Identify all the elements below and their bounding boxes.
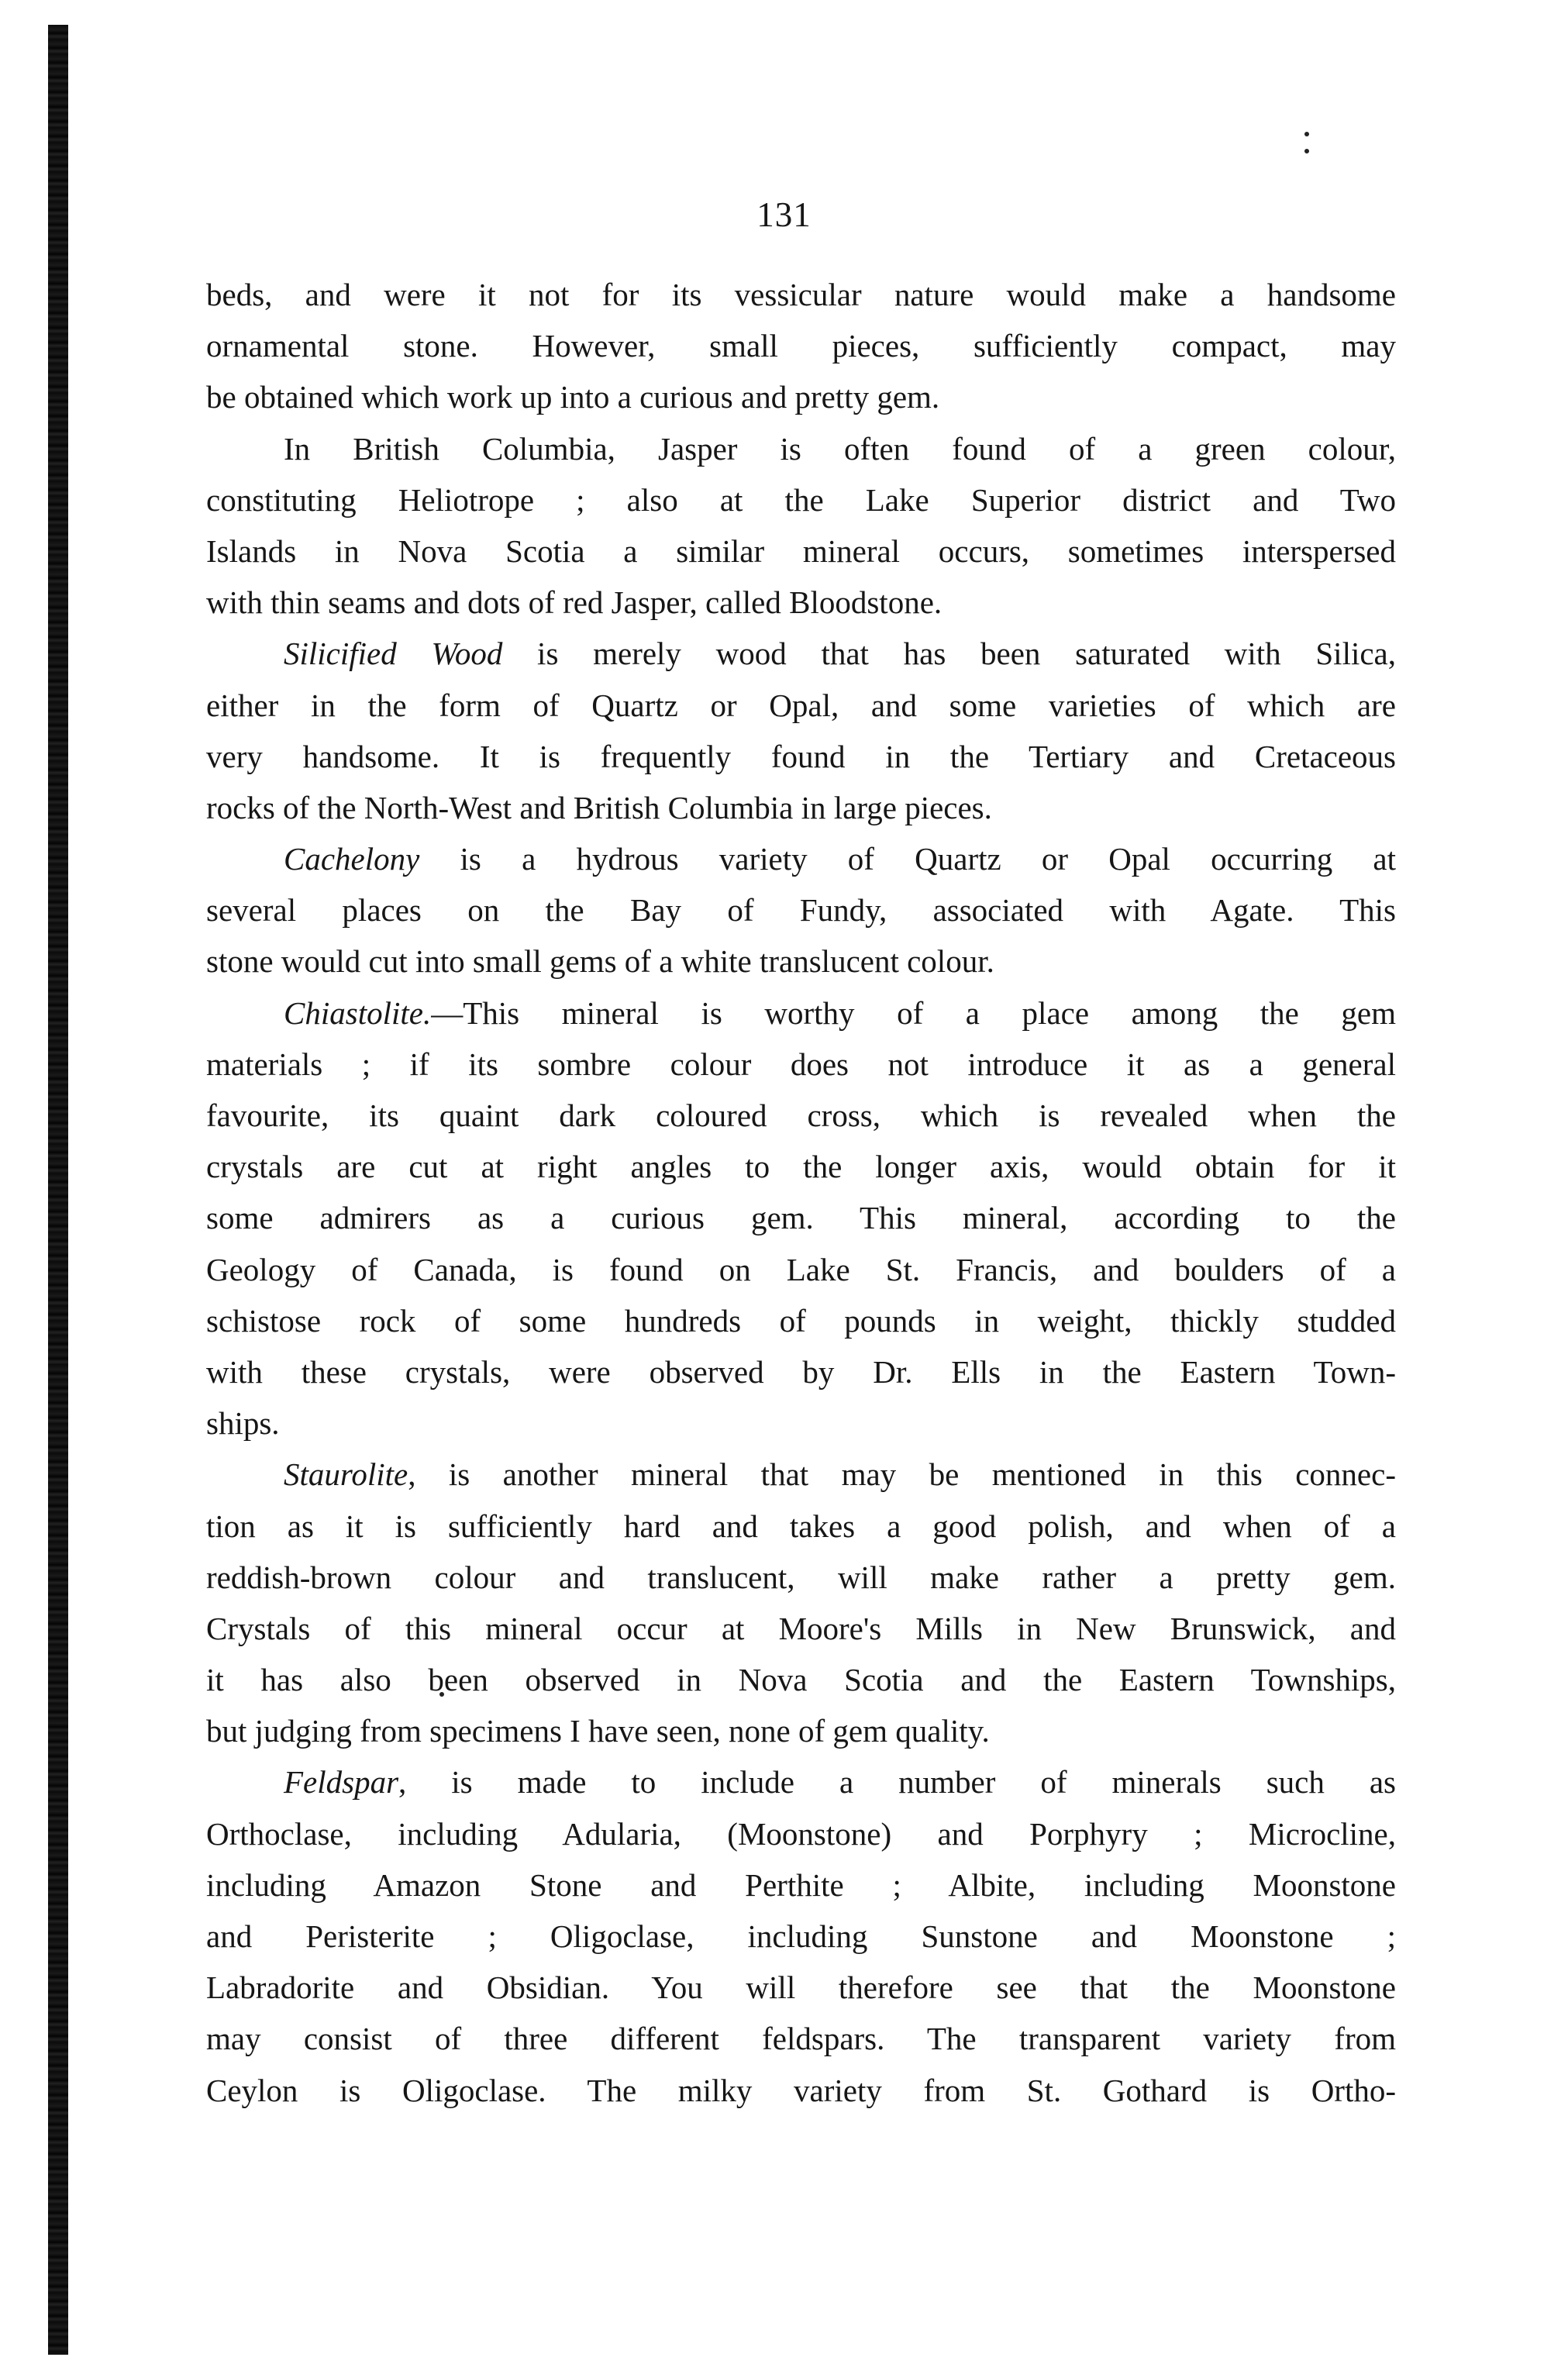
text-line: either in the form of Quartz or Opal, and some varieties of which are <box>206 687 1396 723</box>
text-line: stone would cut into small gems of a white translucent colour. <box>206 943 994 980</box>
mineral-term: Chiastolite. <box>284 994 432 1031</box>
mineral-term: Cachelony <box>284 841 420 877</box>
text-line: very handsome. It is frequently found in the Tertiary and Cretaceous <box>206 738 1396 774</box>
text-line: with thin seams and dots of red Jasper, called Bloodstone. <box>206 584 943 621</box>
text-line: In British Columbia, Jasper is often found of a green colour, <box>284 430 1396 467</box>
text-line: including Amazon Stone and Perthite ; Albite, including Moonstone <box>206 1866 1396 1903</box>
page-number: 131 <box>756 195 812 234</box>
text-line: rocks of the North-West and British Columbia in large pieces. <box>206 789 992 825</box>
text-line: Feldspar, is made to include a number of minerals such as <box>284 1764 1396 1801</box>
text-line: Islands in Nova Scotia a similar mineral occurs, sometimes interspersed <box>206 532 1396 569</box>
text-line: favourite, its quaint dark coloured cross, which is revealed when the <box>206 1098 1396 1133</box>
text-line: Cachelony is a hydrous variety of Quartz or Opal occurring at <box>284 841 1396 877</box>
print-speck <box>1304 149 1309 153</box>
text-line: be obtained which work up into a curious and pretty gem. <box>206 379 940 415</box>
text-line: reddish-brown colour and translucent, will make rather a pretty gem. <box>206 1559 1396 1595</box>
page-binding-edge <box>48 25 68 2355</box>
text-line: ornamental stone. However, small pieces, sufficiently compact, may <box>206 328 1396 364</box>
text-line: and Peristerite ; Oligoclase, including Sunstone and Moonstone ; <box>206 1918 1396 1954</box>
print-speck <box>1304 132 1309 136</box>
text-line: crystals are cut at right angles to the longer axis, would obtain for it <box>206 1149 1396 1185</box>
mineral-term: Feldspar <box>284 1764 399 1801</box>
text-line: constituting Heliotrope ; also at the Lake Superior district and Two <box>206 481 1396 518</box>
text-line: Labradorite and Obsidian. You will therefore see that the Moonstone <box>206 1970 1396 2006</box>
text-line: Staurolite, is another mineral that may be mentioned in this connec- <box>284 1456 1396 1493</box>
text-line: it has also been observed in Nova Scotia and the Eastern Townships, <box>206 1662 1396 1698</box>
text-line: Ceylon is Oligoclase. The milky variety from St. Gothard is Ortho- <box>206 2072 1396 2108</box>
text-line: with these crystals, were observed by Dr. Ells in the Eastern Town- <box>206 1353 1396 1390</box>
text-line: Chiastolite.—This mineral is worthy of a place among the gem <box>284 994 1396 1031</box>
text-line: Orthoclase, including Adularia, (Moonstone) and Porphyry ; Microcline, <box>206 1815 1396 1852</box>
text-line: ships. <box>206 1405 280 1442</box>
body-text <box>206 269 1396 2116</box>
text-line: Geology of Canada, is found on Lake St. Francis, and boulders of a <box>206 1251 1396 1287</box>
text-line: beds, and were it not for its vessicular nature would make a handsome <box>206 277 1396 312</box>
mineral-term: Staurolite <box>284 1456 408 1493</box>
text-line: may consist of three different feldspars. The transparent variety from <box>206 2021 1396 2057</box>
text-line: materials ; if its sombre colour does not introduce it as a general <box>206 1046 1396 1082</box>
text-line: but judging from specimens I have seen, none of gem quality. <box>206 1713 990 1749</box>
text-line: Crystals of this mineral occur at Moore's Mills in New Brunswick, and <box>206 1610 1396 1646</box>
text-line: some admirers as a curious gem. This mineral, according to the <box>206 1200 1396 1236</box>
text-line: Silicified Wood is merely wood that has been saturated with Silica, <box>284 636 1396 672</box>
mineral-term: Silicified Wood <box>284 636 503 672</box>
text-line: tion as it is sufficiently hard and takes a good polish, and when of a <box>206 1508 1396 1544</box>
text-line: schistose rock of some hundreds of pounds in weight, thickly studded <box>206 1302 1396 1339</box>
text-line: several places on the Bay of Fundy, associated with Agate. This <box>206 892 1396 929</box>
